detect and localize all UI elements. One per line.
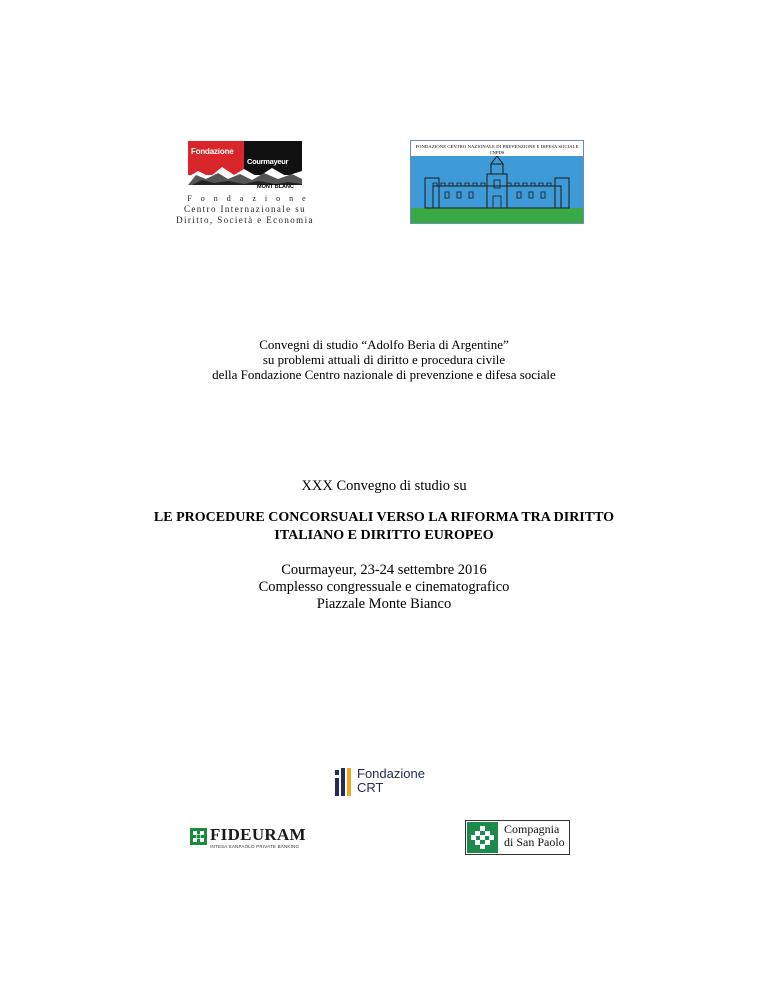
crt-logo-text (357, 767, 425, 795)
convegno-venue-line-2: Piazzale Monte Bianco (316, 596, 452, 612)
convegno-heading: XXX Convegno di studio su (301, 478, 467, 494)
fideuram-name: FIDEURAM (210, 825, 306, 844)
san-paolo-mark-icon (467, 822, 498, 853)
fondazione-courmayeur-logo (160, 137, 330, 229)
courmayeur-logo-black-label: Courmayeur (247, 157, 289, 166)
courmayeur-logo-line-1: Fondazione (187, 194, 315, 203)
fideuram-subtitle: INTESA SANPAOLO PRIVATE BANKING (210, 844, 300, 849)
cnpds-logo-line-1: FONDAZIONE CENTRO NAZIONALE DI PREVENZIONE E DIFESA SOCIALE (415, 144, 579, 149)
convegno-title-line-1: LE PROCEDURE CONCORSUALI VERSO LA RIFORMA TRA DIRITTO (153, 510, 615, 525)
convegno-title-line-2: ITALIANO E DIRITTO EUROPEO (274, 528, 494, 543)
fideuram-mark-icon (190, 828, 207, 845)
courmayeur-logo-line-2: Centro Internazionale su (183, 204, 307, 214)
intro-line-2: su problemi attuali di diritto e procedura civile (262, 352, 506, 367)
intro-line-3: della Fondazione Centro nazionale di prevenzione e difesa sociale (212, 367, 556, 382)
courmayeur-logo-red-label: Fondazione (191, 147, 234, 156)
fondazione-crt-logo (335, 768, 455, 796)
cnpds-logo-line-2: CNPDS (489, 150, 505, 155)
crt-logo-bar-3 (347, 768, 351, 796)
crt-logo-bar-2 (341, 768, 345, 796)
san-paolo-text (504, 823, 565, 849)
crt-logo-line-1: Fondazione (357, 766, 425, 781)
convegno-place-date: Courmayeur, 23-24 settembre 2016 (281, 562, 487, 578)
crt-logo-line-2: CRT (357, 780, 384, 795)
crt-logo-dot (335, 770, 339, 775)
mountain-icon (188, 165, 302, 185)
san-paolo-line-1: Compagnia (504, 822, 560, 836)
crt-logo-bar-1 (335, 778, 339, 796)
san-paolo-line-2: di San Paolo (504, 835, 565, 849)
castle-icon (411, 156, 583, 223)
compagnia-san-paolo-logo (465, 820, 570, 855)
intro-line-1: Convegni di studio “Adolfo Beria di Argentine” (259, 337, 509, 352)
courmayeur-logo-mont-blanc: MONT BLANC (257, 184, 294, 190)
fideuram-logo (190, 827, 310, 853)
courmayeur-logo-line-3: Diritto, Società e Economia (176, 215, 314, 225)
convegno-venue-line-1: Complesso congressuale e cinematografico (258, 579, 510, 595)
cnpds-logo (410, 140, 584, 224)
